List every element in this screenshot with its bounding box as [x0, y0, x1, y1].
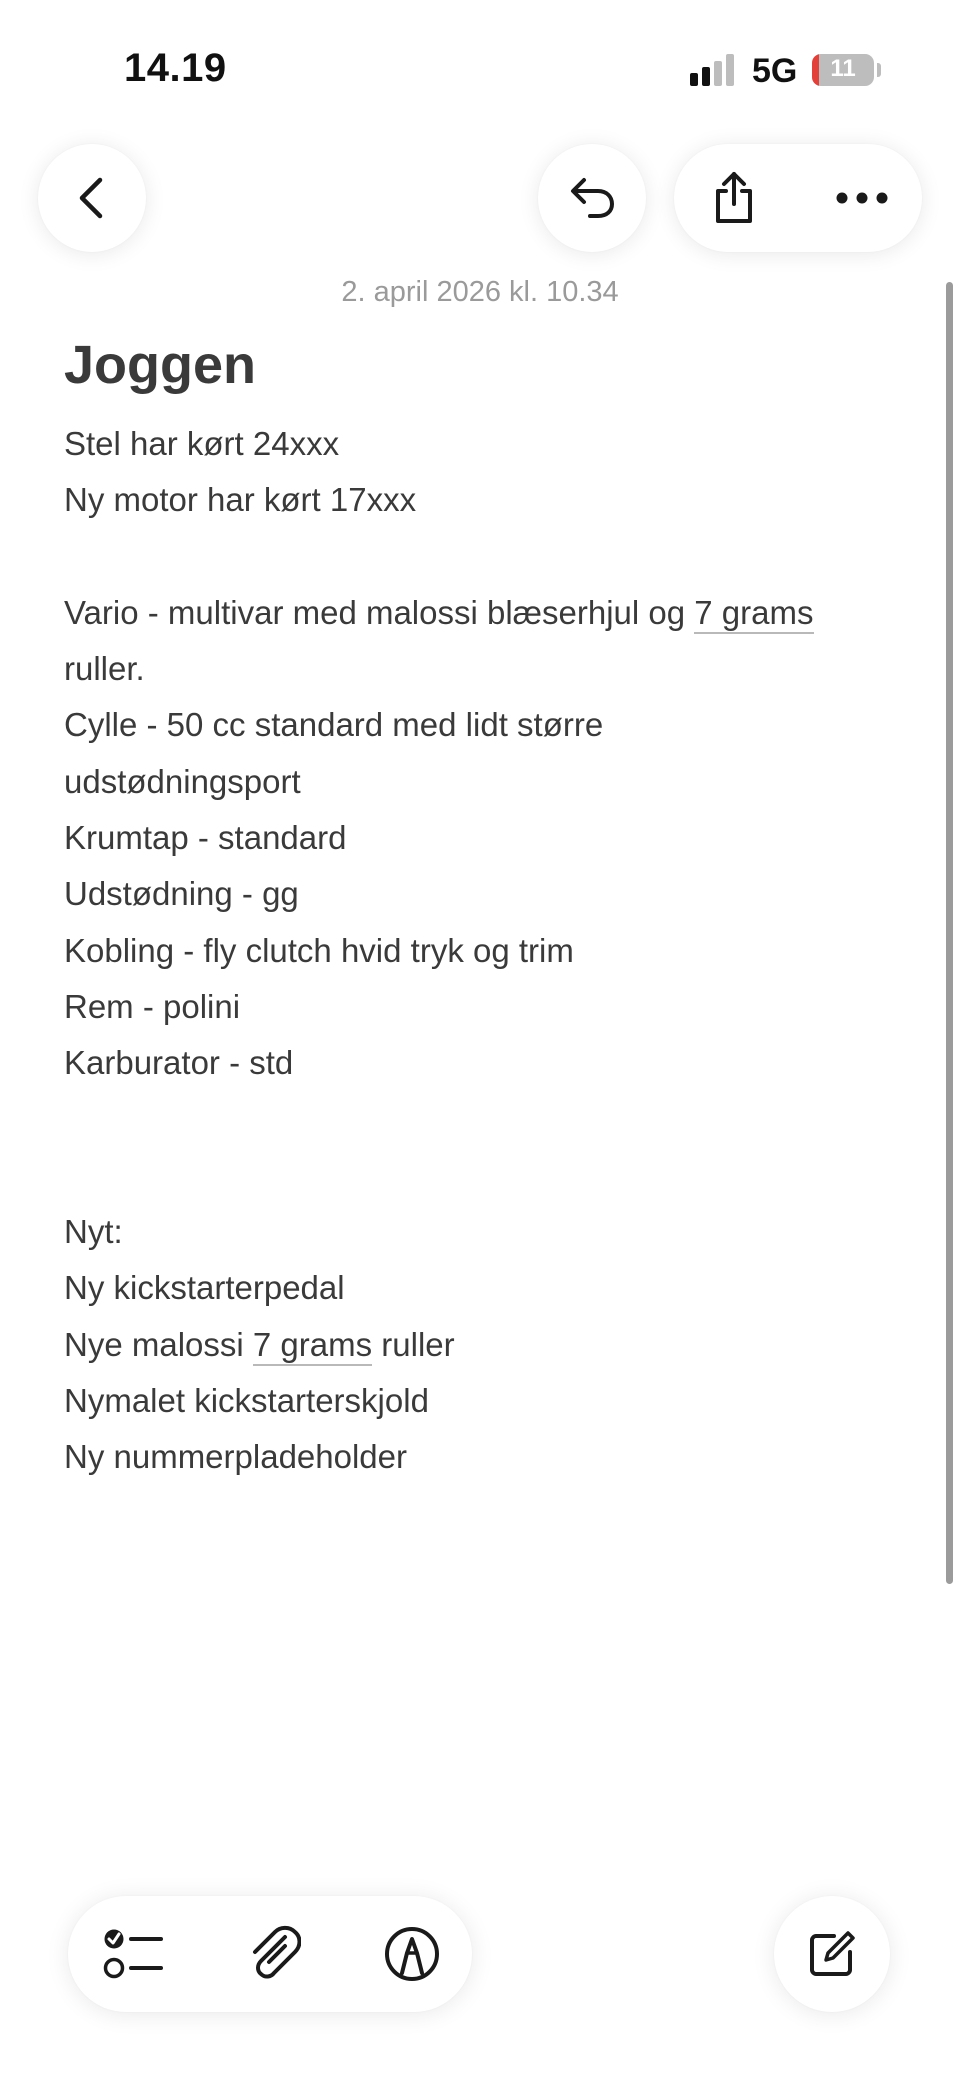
bottom-toolbar — [68, 1896, 472, 2012]
share-icon — [712, 171, 756, 225]
note-line[interactable] — [64, 1092, 904, 1148]
note-line[interactable] — [64, 979, 904, 1035]
chevron-left-icon — [72, 174, 112, 222]
note-line-text: Ny motor har kørt 17xxx — [64, 481, 417, 519]
note-line[interactable] — [64, 1035, 904, 1091]
note-line[interactable] — [64, 754, 904, 810]
note-line[interactable] — [64, 1148, 904, 1204]
note-line-text: ruller — [372, 1325, 455, 1363]
note-line[interactable] — [64, 416, 904, 472]
markup-button[interactable] — [368, 1910, 456, 1998]
note-line-text: Udstødning - gg — [64, 875, 299, 913]
detected-unit-link[interactable]: 7 grams — [253, 1326, 372, 1366]
note-line-text: Krumtap - standard — [64, 819, 347, 857]
note-line[interactable] — [64, 1260, 904, 1316]
detected-unit-link[interactable]: 7 grams — [694, 594, 813, 634]
battery-terminal — [877, 63, 881, 77]
network-type: 5G — [752, 52, 798, 90]
note-line[interactable] — [64, 529, 904, 585]
note-line-text: Rem - polini — [64, 987, 241, 1025]
battery-icon — [812, 54, 874, 86]
battery-level: 11 — [830, 55, 856, 82]
note-line-text: Kobling - fly clutch hvid tryk og trim — [64, 931, 574, 969]
note-line[interactable] — [64, 641, 904, 697]
note-line[interactable] — [64, 866, 904, 922]
more-button[interactable] — [818, 154, 906, 242]
share-more-group — [674, 144, 922, 252]
note-body[interactable] — [64, 416, 904, 1486]
note-line[interactable] — [64, 472, 904, 528]
note-line-text: Cylle - 50 cc standard med lidt større — [64, 706, 604, 744]
note-line-text: Nye malossi — [64, 1325, 253, 1363]
note-title[interactable]: Joggen — [64, 335, 257, 395]
note-line[interactable] — [64, 810, 904, 866]
status-time: 14.19 — [124, 46, 227, 90]
note-line-text: Karburator - std — [64, 1044, 294, 1082]
note-line[interactable] — [64, 923, 904, 979]
cellular-signal-icon — [690, 54, 736, 86]
note-line-text: Stel har kørt 24xxx — [64, 425, 340, 462]
scroll-indicator[interactable] — [946, 282, 953, 1584]
share-button[interactable] — [690, 154, 778, 242]
note-line[interactable] — [64, 1373, 904, 1429]
note-line-text: Ny kickstarterpedal — [64, 1269, 345, 1307]
note-line[interactable] — [64, 697, 904, 753]
undo-icon — [568, 174, 616, 222]
note-line[interactable] — [64, 1317, 904, 1373]
paperclip-icon — [247, 1925, 301, 1983]
undo-button[interactable] — [538, 144, 646, 252]
checklist-icon — [103, 1927, 165, 1981]
note-line-text: ruller. — [64, 650, 145, 688]
attach-button[interactable] — [230, 1910, 318, 1998]
back-button[interactable] — [38, 144, 146, 252]
note-line-text: Ny nummerpladeholder — [64, 1438, 408, 1476]
compose-icon — [808, 1930, 856, 1978]
markup-pen-icon — [383, 1925, 441, 1983]
note-line[interactable] — [64, 1204, 904, 1260]
note-line-text: Nyt: — [64, 1213, 123, 1251]
note-line[interactable] — [64, 585, 904, 641]
note-line[interactable] — [64, 1429, 904, 1485]
checklist-button[interactable] — [90, 1910, 178, 1998]
compose-button[interactable] — [774, 1896, 890, 2012]
note-line-text: udstødningsport — [64, 762, 301, 800]
note-line-text: Nymalet kickstarterskjold — [64, 1382, 429, 1420]
note-line-text: Vario - multivar med malossi blæserhjul og — [64, 593, 695, 631]
note-date: 2. april 2026 kl. 10.34 — [341, 276, 619, 308]
ellipsis-icon — [835, 191, 889, 205]
